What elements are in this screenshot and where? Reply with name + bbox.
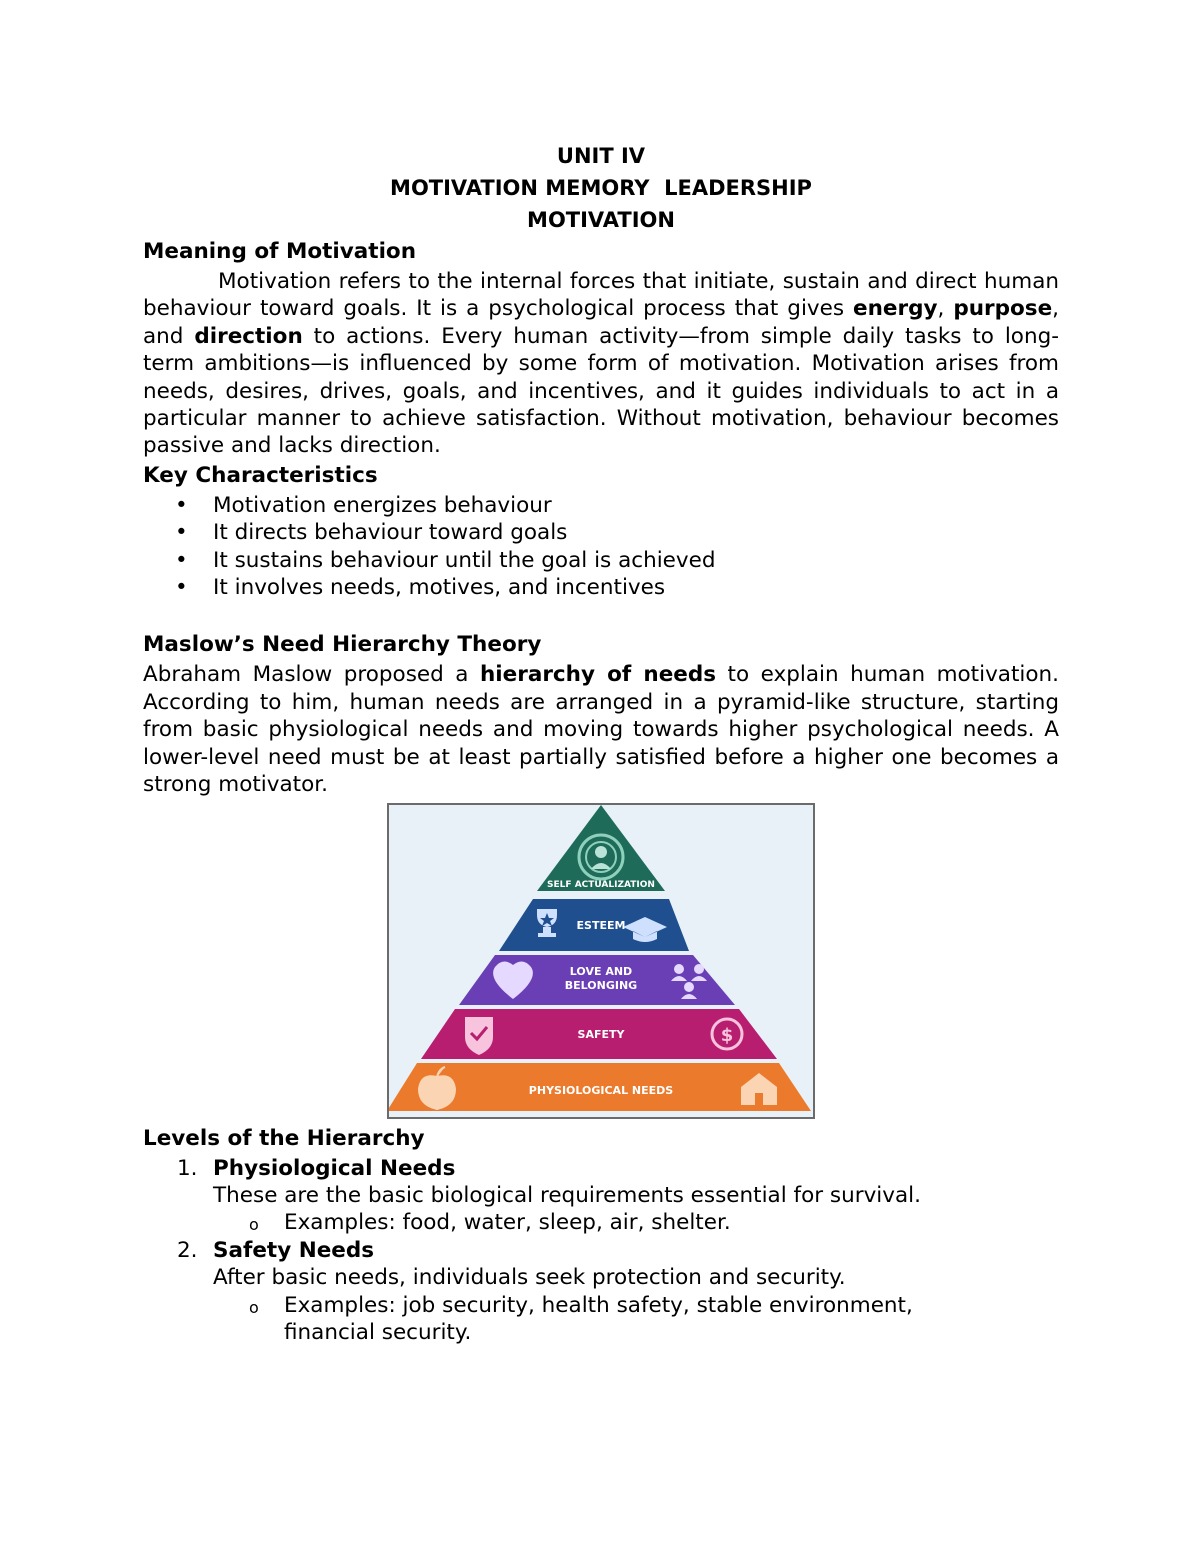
unit-topics: MOTIVATION MEMORY LEADERSHIP	[390, 176, 812, 200]
maslow-pyramid-figure	[387, 803, 815, 1119]
svg-text:$: $	[720, 1024, 734, 1046]
characteristics-heading: Key Characteristics	[143, 462, 378, 488]
label-self-actualization: SELF ACTUALIZATION	[547, 879, 655, 890]
unit-title: UNIT IV	[556, 144, 646, 168]
maslow-pyramid	[389, 805, 813, 1117]
characteristics-list	[143, 492, 1059, 602]
list-item: • It involves needs, motives, and incentives	[175, 575, 666, 601]
section-title: MOTIVATION	[527, 208, 675, 232]
level-title: Safety Needs	[213, 1237, 375, 1263]
level-title: Physiological Needs	[213, 1155, 456, 1181]
list-item: 1. Physiological Needs These are the basic biological requirements essential for survival. o Examples: food, water, sleep, air, shelter.	[143, 1155, 1059, 1237]
maslow-heading: Maslow’s Need Hierarchy Theory	[143, 632, 542, 658]
example-item: o Examples: food, water, sleep, air, shelter.	[249, 1210, 731, 1236]
label-physiological: PHYSIOLOGICAL NEEDS	[528, 1083, 674, 1097]
document-page	[143, 140, 1059, 1346]
list-item: 2. Safety Needs After basic needs, individuals seek protection and security. o Examples: job security, health safety, stable environment, financial security.	[143, 1237, 1059, 1347]
levels-heading: Levels of the Hierarchy	[143, 1125, 425, 1151]
label-love: LOVE AND	[569, 964, 633, 978]
meaning-heading: Meaning of Motivation	[143, 239, 417, 264]
level-description: After basic needs, individuals seek protection and security.	[213, 1265, 846, 1291]
example-item: o Examples: job security, health safety, stable environment, financial security.	[249, 1292, 913, 1345]
level-description: These are the basic biological requirements essential for survival.	[213, 1182, 921, 1208]
label-esteem: ESTEEM	[576, 918, 626, 932]
maslow-paragraph: Abraham Maslow proposed a hierarchy of needs to explain human motivation. According to him, human needs are arranged in a pyramid-like structure, starting from basic physiological needs and moving towards higher psychological needs. A lower-level need must be at least partially satisfied before a higher one becomes a strong motivator.	[143, 662, 1059, 798]
label-belonging: BELONGING	[564, 978, 638, 992]
list-item: • Motivation energizes behaviour	[175, 492, 552, 518]
list-item: • It sustains behaviour until the goal is achieved	[175, 547, 716, 573]
label-safety: SAFETY	[577, 1027, 625, 1041]
meaning-paragraph: Motivation refers to the internal forces that initiate, sustain and direct human behaviour toward goals. It is a psychological process that gives energy, purpose, and direction to actions. Every human activity—from simple daily tasks to long-term ambitions—is influenced by some form of motivation. Motivation arises from needs, desires, drives, goals, and incentives, and it guides individuals to act in a particular manner to achieve satisfaction. Without motivation, behaviour becomes passive and lacks direction.	[143, 269, 1060, 459]
list-item: • It directs behaviour toward goals	[175, 520, 568, 546]
levels-list	[143, 1155, 1059, 1347]
